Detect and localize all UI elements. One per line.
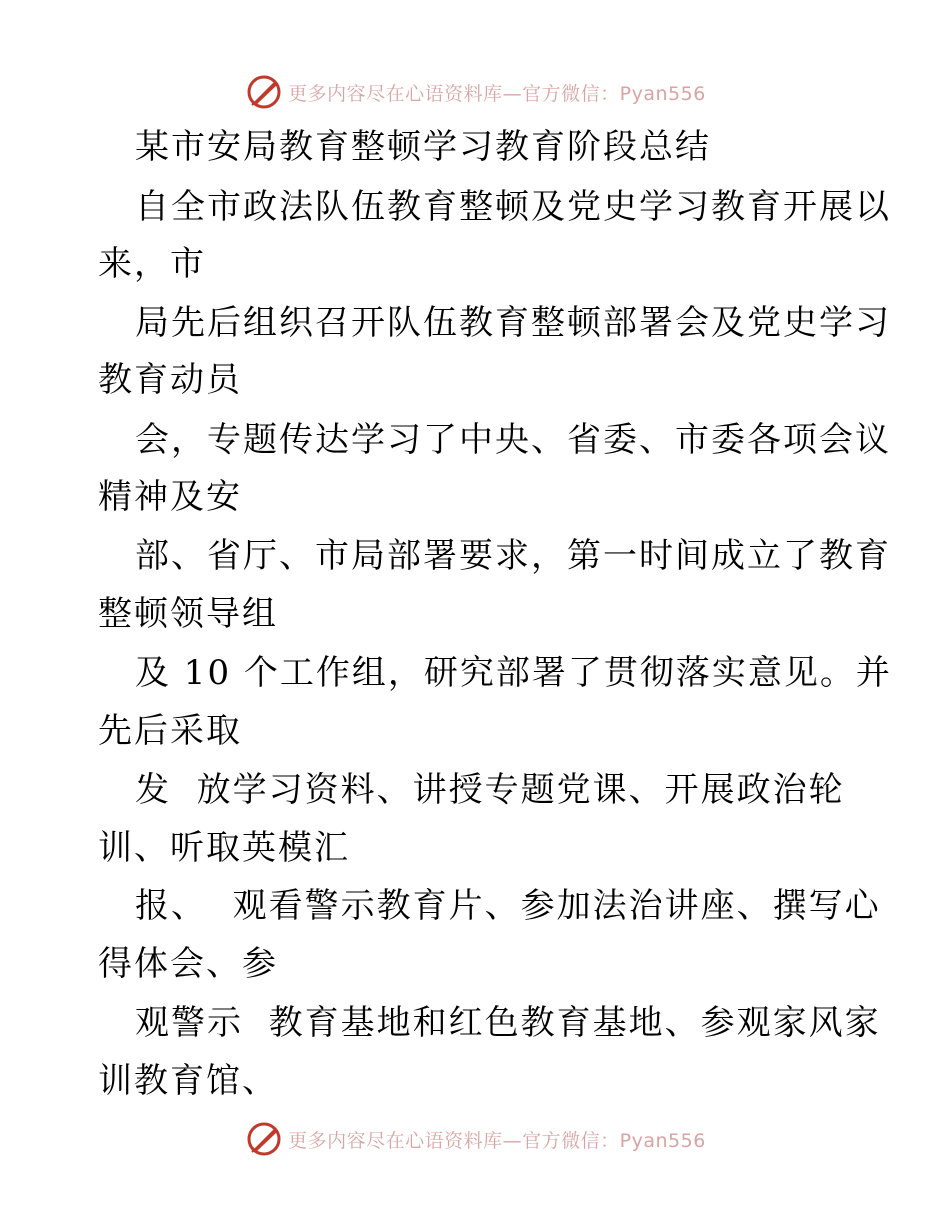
document-title: 某市安局教育整顿学习教育阶段总结	[135, 127, 711, 167]
text-line: 局先后组织召开队伍教育整顿部署会及党史学习	[135, 303, 891, 343]
banner-text: 更多内容尽在心语资料库—官方微信：Pyan556	[288, 1129, 706, 1152]
text-line: 报、 观看警示教育片、参加法治讲座、撰写心	[135, 886, 881, 926]
quill-logo-icon	[244, 72, 284, 112]
footer-banner	[0, 1117, 950, 1161]
text-line: 先后采取	[98, 711, 242, 751]
text-line: 部、省厅、市局部署要求，第一时间成立了教育	[135, 536, 891, 576]
text-line: 来，市	[98, 244, 206, 284]
text-line: 及 10 个工作组，研究部署了贯彻落实意见。并	[135, 653, 892, 693]
quill-logo-icon	[244, 1119, 284, 1159]
text-line: 精神及安	[98, 477, 242, 517]
text-line: 观警示 教育基地和红色教育基地、参观家风家	[135, 1003, 881, 1043]
text-line: 训、听取英模汇	[98, 828, 350, 868]
banner-text: 更多内容尽在心语资料库—官方微信：Pyan556	[288, 82, 706, 105]
text-line: 发 放学习资料、讲授专题党课、开展政治轮	[135, 770, 845, 810]
header-banner	[0, 70, 950, 114]
text-line: 会，专题传达学习了中央、省委、市委各项会议	[135, 420, 891, 460]
text-line: 教育动员	[98, 360, 242, 400]
text-line: 得体会、参	[98, 944, 278, 984]
text-line: 自全市政法队伍教育整顿及党史学习教育开展以	[135, 187, 891, 227]
text-line: 训教育馆、	[98, 1061, 278, 1101]
text-line: 整顿领导组	[98, 594, 278, 634]
